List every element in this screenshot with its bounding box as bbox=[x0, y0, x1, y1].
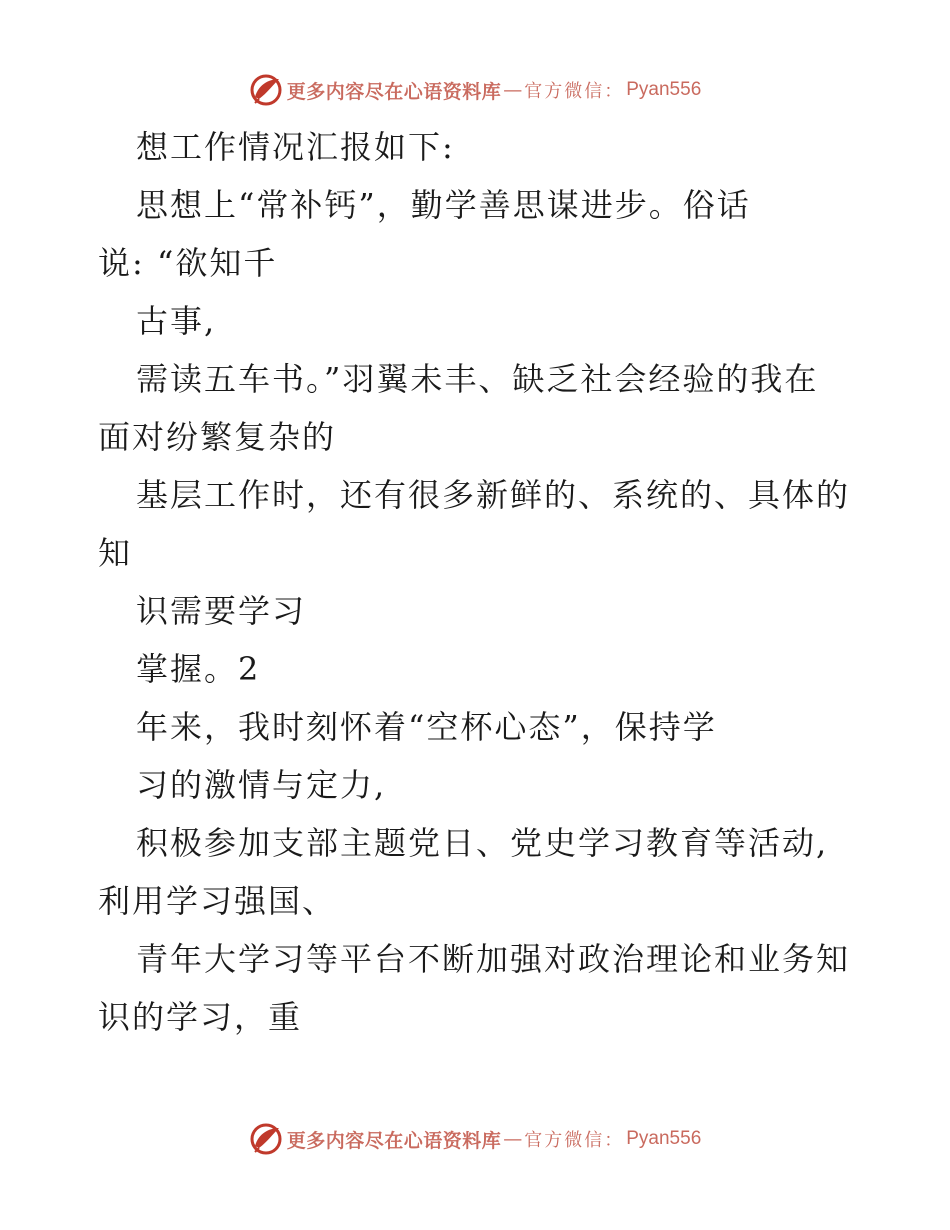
watermark-wechat-id: Pyan556 bbox=[626, 1128, 702, 1149]
text-line: 习的激情与定力, bbox=[136, 766, 387, 804]
text-line: 说: “欲知千 bbox=[98, 244, 278, 282]
watermark-wechat-id: Pyan556 bbox=[626, 79, 702, 100]
watermark-dash: — bbox=[503, 1128, 523, 1150]
text-line: 知 bbox=[98, 534, 133, 572]
document-body bbox=[98, 118, 858, 1046]
watermark-brand: 更多内容尽在心语资料库 bbox=[286, 1129, 502, 1152]
watermark-dash: — bbox=[503, 79, 523, 101]
watermark-brand: 更多内容尽在心语资料库 bbox=[286, 80, 502, 103]
text-line: 基层工作时，还有很多新鲜的、系统的、具体的 bbox=[136, 476, 851, 514]
pen-logo-icon bbox=[249, 73, 283, 107]
footer-watermark bbox=[0, 1119, 950, 1159]
text-line: 识的学习，重 bbox=[98, 998, 303, 1036]
text-line: 青年大学习等平台不断加强对政治理论和业务知 bbox=[136, 940, 851, 978]
text-line: 识需要学习 bbox=[136, 592, 307, 630]
text-line: 古事, bbox=[136, 302, 217, 340]
watermark-official: 官方微信： bbox=[524, 1130, 625, 1151]
watermark-official: 官方微信： bbox=[524, 81, 625, 102]
text-line: 思想上“常补钙”，勤学善思谋进步。俗话 bbox=[136, 186, 751, 224]
pen-logo-icon bbox=[249, 1122, 283, 1156]
text-line: 利用学习强国、 bbox=[98, 882, 337, 920]
text-line: 积极参加支部主题党日、党史学习教育等活动, bbox=[136, 824, 829, 862]
text-line: 需读五车书。”羽翼未丰、缺乏社会经验的我在 bbox=[136, 360, 819, 398]
text-line: 想工作情况汇报如下: bbox=[136, 128, 455, 166]
text-line: 年来，我时刻怀着“空杯心态”，保持学 bbox=[136, 708, 717, 746]
header-watermark bbox=[0, 70, 950, 110]
text-line: 掌握。2 bbox=[136, 650, 261, 688]
text-line: 面对纷繁复杂的 bbox=[98, 418, 337, 456]
